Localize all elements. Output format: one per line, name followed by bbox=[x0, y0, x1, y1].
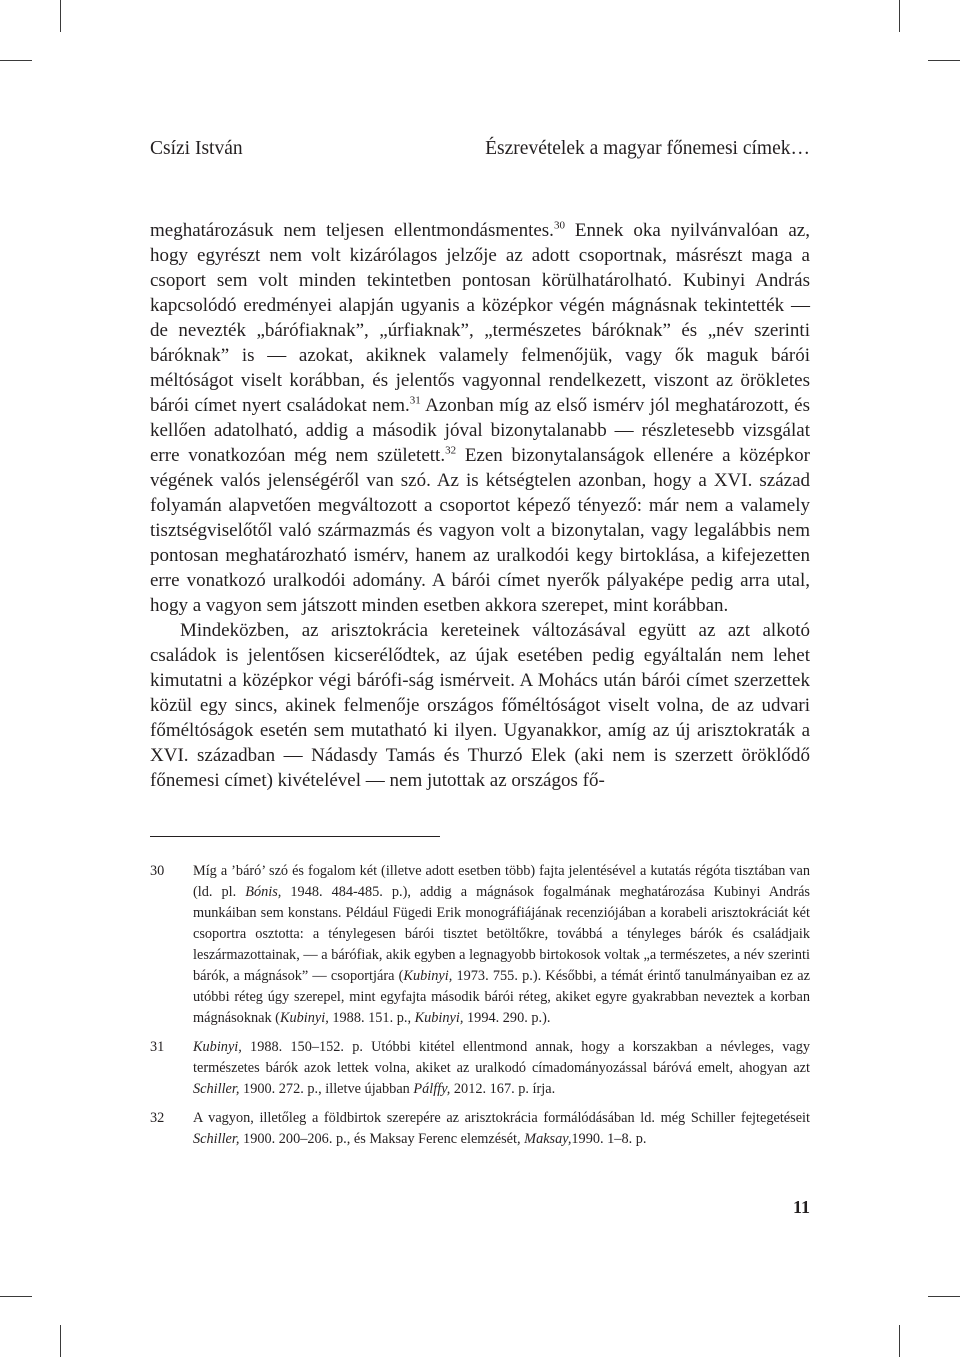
paragraph-1 bbox=[150, 218, 810, 618]
footnote bbox=[150, 1108, 810, 1150]
crop-mark bbox=[928, 1296, 960, 1297]
footnotes bbox=[150, 861, 810, 1158]
text-run: A vagyon, illetőleg a földbirtok szerepére az arisztokrácia formálódásában ld. még Schiller fejtegetéseit bbox=[193, 1110, 810, 1126]
text-run: 1948. 484-485. p.), addig a mágnások fogalmának meghatározása Kubinyi András munkáiban sem konstans. Például Fügedi Erik monográfiájának recenziójában a korabeli arisztokráciát két csoportra osztotta: a ténylegesen bárói tisztet betöltőkre, továbbá a tényleges bárók és családjaik leszármazottainak, — a bárófiak, akik egyben a legnagyobb birtokosok voltak „a természetes, a név szerinti bárók, a mágnások” — csoportjára ( bbox=[193, 884, 810, 984]
footnote-text bbox=[193, 863, 810, 1026]
citation-author: Kubinyi, bbox=[403, 968, 453, 984]
header-author: Csízi István bbox=[150, 138, 243, 159]
footnote-reference: 30 bbox=[553, 219, 565, 232]
citation-author: Schiller, bbox=[193, 1081, 240, 1097]
main-text bbox=[150, 218, 810, 793]
citation-author: Pálffy, bbox=[413, 1081, 451, 1097]
text-run: Míg a ’báró’ szó és fogalom két (illetve adott esetben több) fajta jelentésével a kutatás régóta tisztában van (ld. pl. bbox=[193, 863, 810, 900]
text-run: Azonban míg az első ismérv jól meghatározott, és kellően adatolható, addig a második jóval bizonytalanabb — részletesebb vizsgálat erre vonatkozóan még nem született. bbox=[150, 395, 810, 466]
crop-mark bbox=[899, 0, 900, 32]
footnote bbox=[150, 1037, 810, 1100]
text-run: 2012. 167. p. írja. bbox=[450, 1081, 556, 1097]
citation-author: Kubinyi, bbox=[279, 1010, 329, 1026]
footnote-number: 30 bbox=[150, 863, 165, 879]
text-run: 1988. 151. p., bbox=[328, 1010, 415, 1026]
footnote-text bbox=[193, 1110, 810, 1147]
text-run: 1900. 200–206. p., és Maksay Ferenc elemzését, bbox=[239, 1131, 525, 1147]
footnote-reference: 32 bbox=[445, 444, 457, 457]
footnote-number: 32 bbox=[150, 1110, 165, 1126]
crop-mark bbox=[928, 60, 960, 61]
footnote-text bbox=[193, 1039, 810, 1097]
text-run: meghatározásuk nem teljesen ellentmondásmentes. bbox=[150, 220, 554, 241]
text-run: Ennek oka nyilvánvalóan az, hogy egyrészt nem volt kizárólagos jelzője az adott csoportnak, másrészt maga a csoport sem volt minden tekintetben pontosan körülhatárolható. Kubinyi András kapcsolódó eredményei alapján ugyanis a középkor végén mágnásnak tekintették — de nevezték „bárófiaknak”, „úrfiaknak”, „természetes báróknak” és „név szerinti báróknak” is — azokat, akiknek valamely felmenőjük, vagy ők maguk bárói méltóságot viselt korábban, és jelentős vagyonnal rendelkezett, viszont az örökletes bárói címet nyert családokat nem. bbox=[150, 220, 810, 416]
crop-mark bbox=[60, 1325, 61, 1357]
text-run: 1994. 290. p.). bbox=[463, 1010, 551, 1026]
footnote-number: 31 bbox=[150, 1039, 165, 1055]
crop-mark bbox=[899, 1325, 900, 1357]
citation-author: Schiller, bbox=[193, 1131, 240, 1147]
citation-author: Kubinyi, bbox=[414, 1010, 464, 1026]
text-run: 1988. 150–152. p. Utóbbi kitétel ellentmond annak, hogy a korszakban a névleges, vagy természetes bárók azok lettek volna, akiket az uralkodó címadományozással báróvá emelt, ahogyan azt bbox=[193, 1039, 810, 1076]
paragraph-2: Mindeközben, az arisztokrácia kereteinek változásával együtt az azt alkotó családok is jelentősen kicserélődtek, az újak esetében pedig egyáltalán nem lehet kimutatni a középkor végi bárófi-ság ismérveit. A Mohács után bárói címet szerzettek közül egy sincs, akinek felmenője országos főméltóságot viselt volna, de az udvari főméltóságok esetén sem mutatható ki ilyen. Ugyanakkor, amíg az új arisztokraták a XVI. században — Nádasdy Tamás és Thurzó Elek (aki nem is szerzett öröklődő főnemesi címet) kivételével — nem jutottak az országos fő- bbox=[150, 620, 810, 791]
footnote-reference: 31 bbox=[409, 394, 421, 407]
crop-mark bbox=[0, 1296, 32, 1297]
page-number: 11 bbox=[792, 1197, 810, 1217]
text-run: Ezen bizonytalanságok ellenére a középkor végének valós jelenségéről van szó. Az is kétségtelen azonban, hogy a XVI. század folyamán alapvetően megváltozott a csoportot képező tényező: már nem a valamely tisztségviselőtől való származmás és vagyon volt a bizonytalan, vagy legalábbis nem pontosan meghatározható ismérv, hanem az uralkodói kegy birtoklása, a kifejezetten erre vonatkozó uralkodói adomány. A bárói címet nyerők pályaképe pedig arra utal, hogy a vagyon sem játszott minden esetben akkora szerepet, mint korábban. bbox=[150, 445, 810, 616]
citation-author: Maksay, bbox=[524, 1131, 572, 1147]
footnote bbox=[150, 861, 810, 1029]
text-run: 1990. 1–8. p. bbox=[571, 1131, 647, 1147]
text-run: 1900. 272. p., illetve újabban bbox=[239, 1081, 414, 1097]
crop-mark bbox=[60, 0, 61, 32]
header-running-title: Észrevételek a magyar főnemesi címek… bbox=[485, 138, 810, 159]
citation-author: Kubinyi, bbox=[193, 1039, 242, 1055]
citation-author: Bónis, bbox=[245, 884, 282, 900]
crop-mark bbox=[0, 60, 32, 61]
text-run: 1973. 755. p.). Későbbi, a témát érintő tanulmányaiban ez az utóbbi réteg úgy szerepel, mint egyfajta második bárói réteg, akiket egyre gyakrabban neveztek a korban mágnásoknak ( bbox=[193, 968, 811, 1026]
footnote-separator bbox=[150, 836, 440, 837]
